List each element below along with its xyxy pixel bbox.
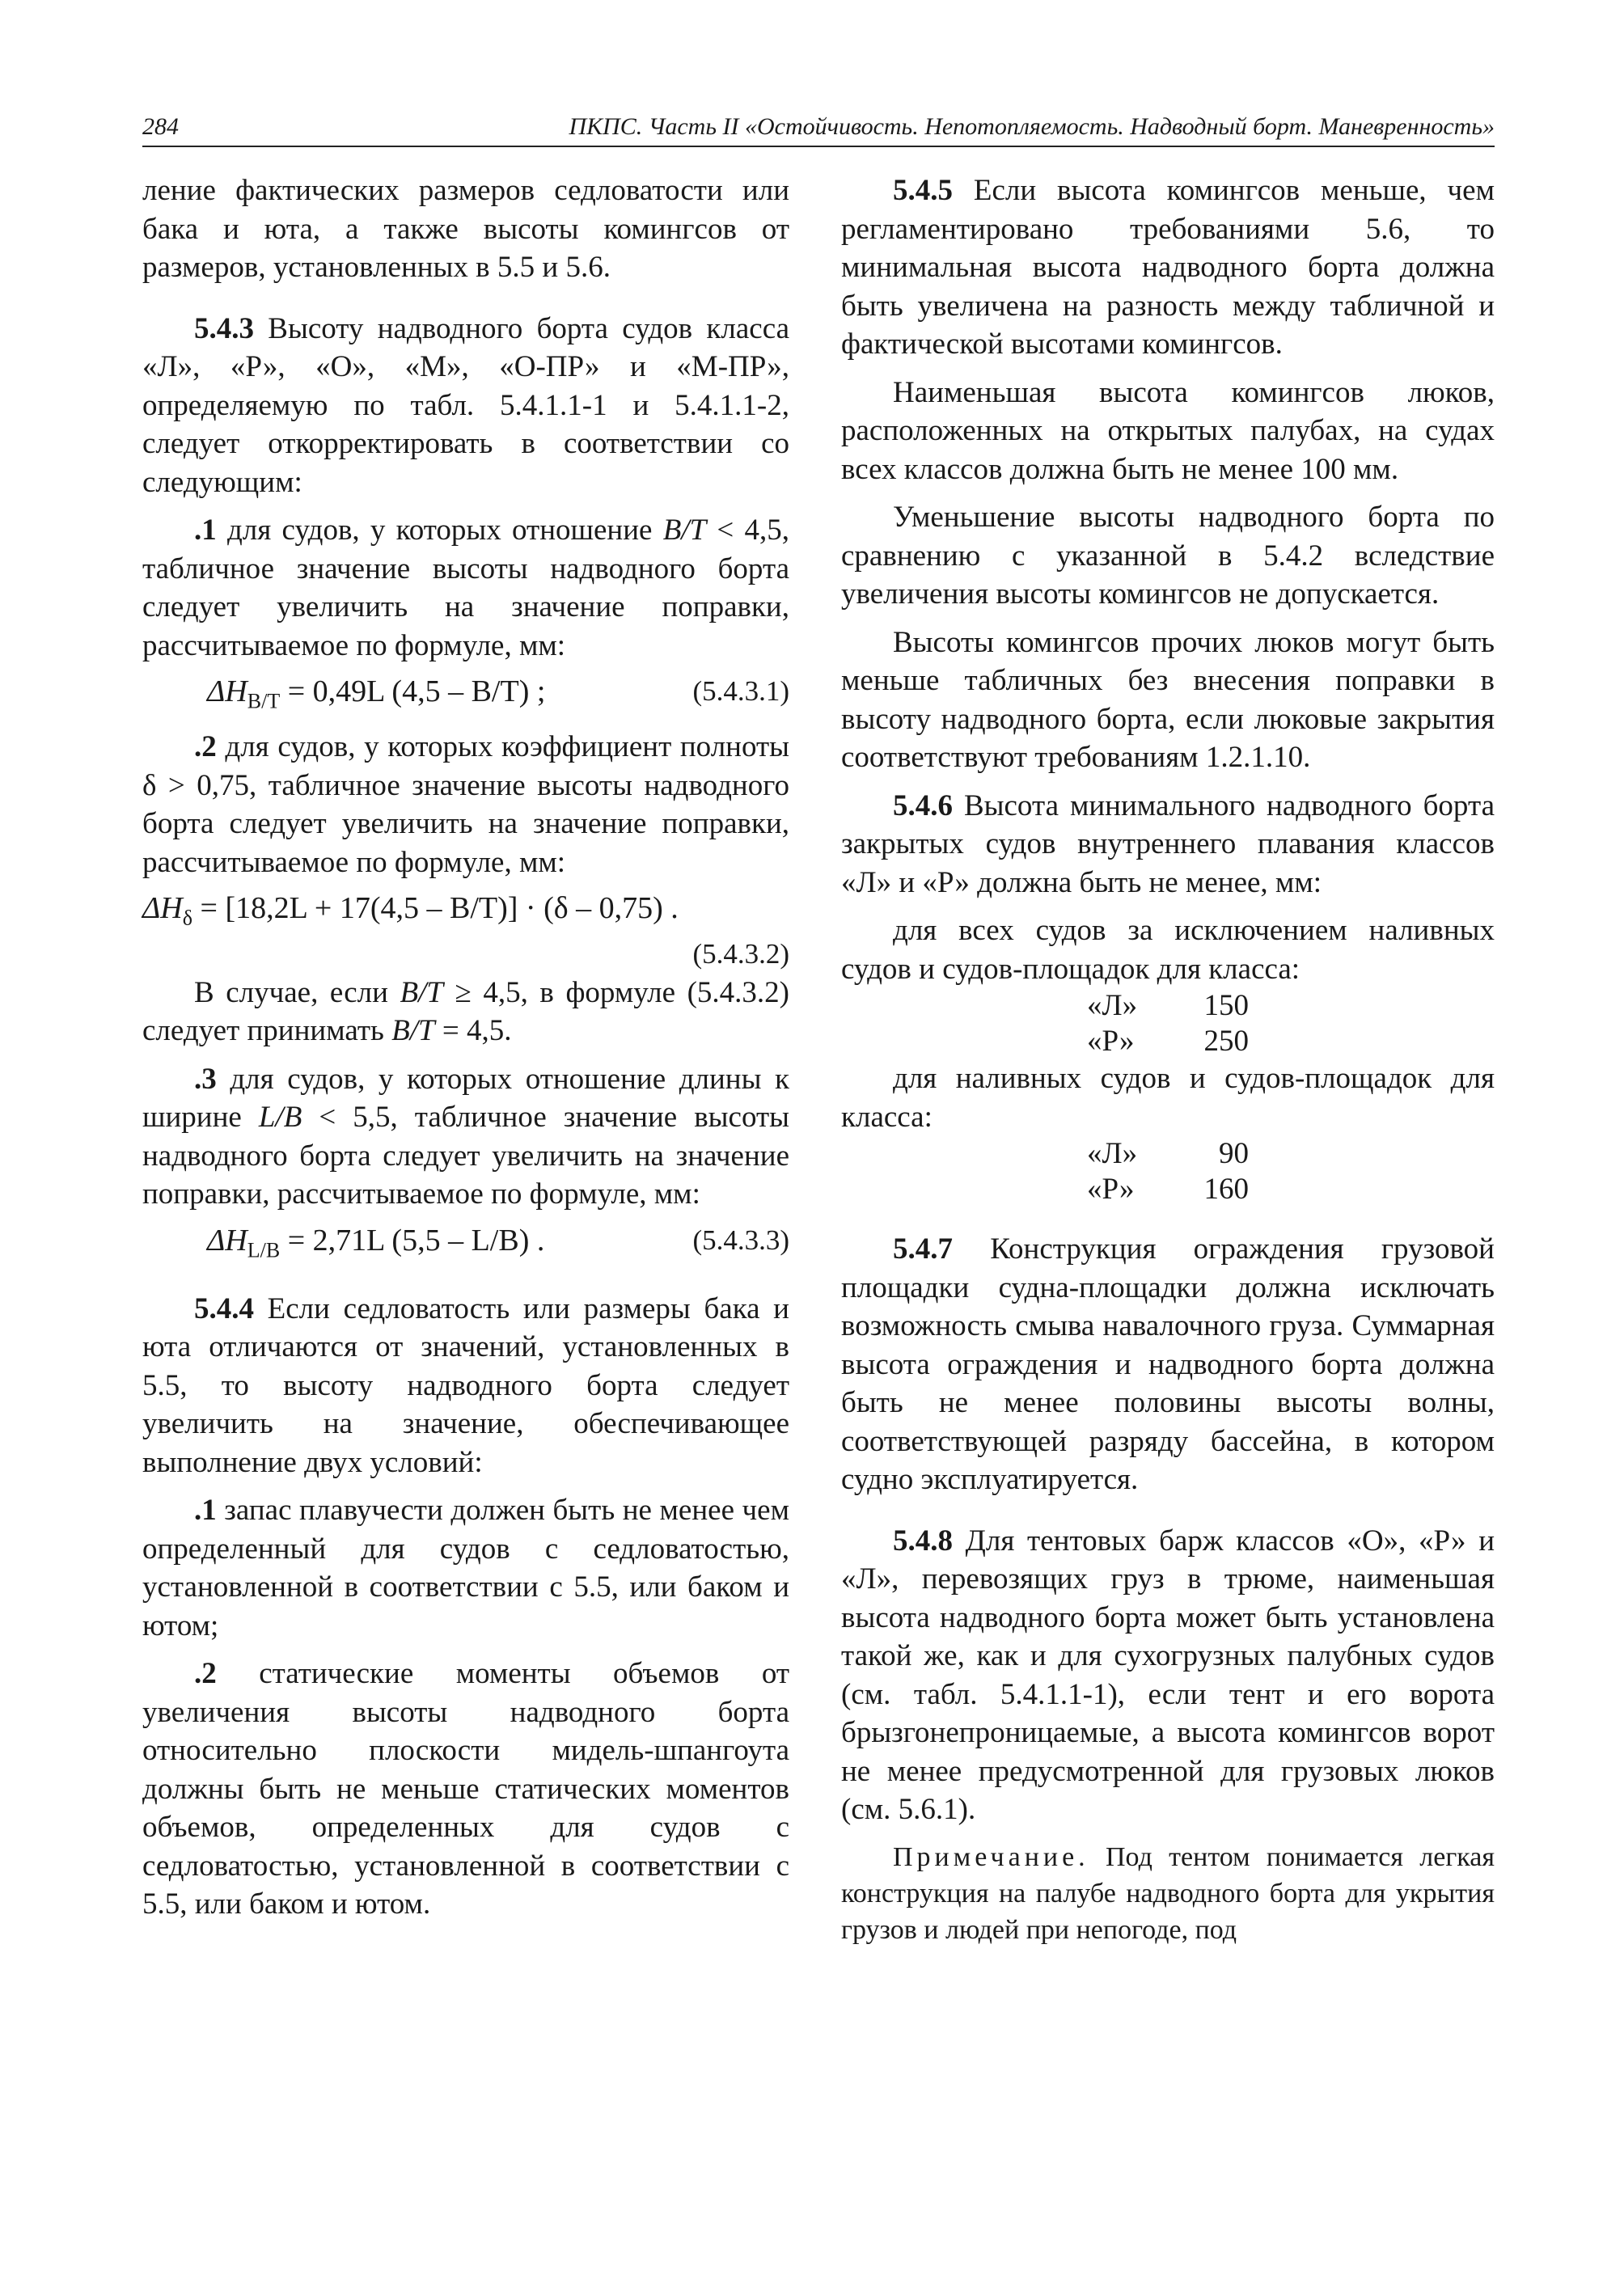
formula-expression: [142, 881, 679, 945]
class-row: [841, 1172, 1495, 1207]
section-number: 5.4.6: [893, 788, 953, 822]
formula-expression: [207, 665, 545, 729]
formula-number: (5.4.3.3): [692, 1224, 789, 1256]
class-row: [841, 988, 1495, 1024]
formula-rhs: = [18,2L + 17(4,5 – B/T)] · (δ – 0,75) .: [192, 891, 679, 925]
formula-expression: [207, 1214, 544, 1278]
section-text: Конструкция ограждения грузовой площадки судна-площадки должна исключать возможность смыва навалочного груза. Суммарная высота ограждения и надводного борта должна быть не менее половины высоты волны, соответствующей разряду бассейна, в котором судно эксплуатируется.: [841, 1232, 1495, 1496]
section-text: Высоту надводного борта судов класса «Л», «Р», «О», «М», «О-ПР» и «М-ПР», определяемую по табл. 5.4.1.1-1 и 5.4.1.1-2, следует откорректировать в соответствии со следующим:: [142, 311, 789, 499]
formula-rhs: = 0,49L (4,5 – B/T) ;: [280, 674, 546, 708]
item-number: .1: [194, 514, 217, 547]
paragraph-other-hatches: Высоты комингсов прочих люков могут быть меньше табличных без внесения поправки в высоту надводного борта, если люковые закрытия соответствуют требованиям 1.2.1.10.: [841, 625, 1495, 774]
section-number: 5.4.8: [893, 1524, 953, 1558]
section-number: 5.4.4: [194, 1291, 254, 1325]
item-2: [142, 728, 789, 881]
class-value: 90: [1219, 1137, 1249, 1170]
formula-subscript: B/T: [247, 689, 281, 713]
class-label: «Л»: [1087, 989, 1138, 1022]
formula-lhs: ΔH: [207, 1223, 247, 1258]
section-number: 5.4.3: [194, 311, 254, 345]
note-paragraph: [841, 1839, 1495, 1948]
section-5-4-6: [841, 787, 1495, 902]
item-number: .2: [194, 730, 217, 763]
item-text: < 4,5, табличное значение высоты надводного борта следует увеличить на значение поправки, рассчитываемое по формуле, мм:: [142, 514, 789, 662]
section-5-4-7: [841, 1230, 1495, 1499]
class-value: 160: [1203, 1173, 1249, 1206]
page-number: 284: [142, 113, 179, 140]
item-text: запас плавучести должен быть не менее чем определенный для судов с седловатостью, установленной в соответствии с 5.5, или баком и ютом;: [142, 1494, 789, 1642]
section-text: Если высота комингсов меньше, чем регламентировано требованиями 5.6, то минимальная высота надводного борта должна быть увеличена на разность между табличной и фактической высотами комингсов.: [841, 174, 1495, 361]
class-row: [841, 1136, 1495, 1172]
formula-lhs: ΔH: [142, 891, 183, 925]
section-text: Для тентовых барж классов «О», «Р» и «Л», перевозящих груз в трюме, наименьшая высота надводного борта может быть установлена такой же, как и для сухогрузных палубных судов (см. табл. 5.4.1.1-1), если тент и его ворота брызгонепроницаемые, а высота комингсов ворот не менее предусмотренной для грузовых люков (см. 5.6.1).: [841, 1524, 1495, 1826]
paragraph-reduction: Уменьшение высоты надводного борта по сравнению с указанной в 5.4.2 вследствие увеличения высоты комингсов не допускается.: [841, 501, 1495, 611]
ratio-symbol: L/B: [258, 1101, 302, 1134]
formula-subscript: δ: [182, 906, 193, 930]
header-title: ПКПС. Часть II «Остойчивость. Непотопляемость. Надводный борт. Маневренность»: [569, 113, 1495, 140]
item-text: < 5,5, табличное значение высоты надводного борта следует увеличить на значение поправки, рассчитываемое по формуле, мм:: [142, 1101, 789, 1211]
item-number: .2: [194, 1657, 217, 1690]
section-5-4-4: [142, 1290, 789, 1482]
section-text: Высота минимального надводного борта закрытых судов внутреннего плавания классов «Л» и «Р» должна быть не менее, мм:: [841, 788, 1495, 899]
all-ships-paragraph: для всех судов за исключением наливных судов и судов-площадок для класса:: [841, 914, 1495, 986]
case-text: В случае, если: [194, 975, 400, 1009]
left-column: [142, 171, 789, 1924]
section-number: 5.4.7: [893, 1232, 953, 1266]
case-paragraph: [142, 974, 789, 1050]
class-value: 150: [1203, 989, 1249, 1022]
case-text: = 4,5.: [434, 1014, 512, 1047]
tank-ships-paragraph: для наливных судов и судов-площадок для класса:: [841, 1062, 1495, 1134]
section-5-4-3: [142, 310, 789, 502]
section-number: 5.4.5: [893, 174, 953, 207]
case-text: ≥ 4,5, в формуле (5.4.3.2) следует принимать: [142, 975, 789, 1047]
formula-subscript: L/B: [247, 1238, 281, 1262]
item-number: .3: [194, 1062, 217, 1096]
condition-2: [142, 1655, 789, 1924]
item-1: [142, 511, 789, 665]
note-text: Под тентом понимается легкая конструкция на палубе надводного борта для укрытия грузов и людей при непогоде, под: [841, 1841, 1495, 1945]
class-label: «Р»: [1087, 1025, 1135, 1058]
running-header: [142, 110, 1495, 147]
condition-1: [142, 1491, 789, 1645]
item-text: для судов, у которых коэффициент полноты δ > 0,75, табличное значение высоты надводного борта следует увеличить на значение поправки, рассчитываемое по формуле, мм:: [142, 730, 789, 879]
formula-number: (5.4.3.1): [692, 675, 789, 707]
item-text: для судов, у которых отношение: [216, 514, 663, 547]
class-label: «Л»: [1087, 1137, 1138, 1170]
class-row: [841, 1024, 1495, 1059]
formula-lhs: ΔH: [207, 674, 247, 708]
formula-rhs: = 2,71L (5,5 – L/B) .: [280, 1223, 545, 1258]
class-table-2: [841, 1136, 1495, 1207]
ratio-symbol: B/T: [400, 975, 443, 1009]
formula-5-4-3-3: [142, 1214, 789, 1267]
formula-5-4-3-1: [142, 665, 789, 718]
class-value: 250: [1203, 1025, 1249, 1058]
paragraph-min-coaming: Наименьшая высота комингсов люков, расположенных на открытых палубах, на судах всех классов должна быть не менее 100 мм.: [841, 375, 1495, 486]
section-text: Если седловатость или размеры бака и юта отличаются от значений, установленных в 5.5, то высоту надводного борта следует увеличить на значение, обеспечивающее выполнение двух условий:: [142, 1291, 789, 1479]
ratio-symbol: B/T: [662, 514, 707, 547]
class-label: «Р»: [1087, 1173, 1135, 1206]
item-text: для судов, у которых отношение длины к ширине: [142, 1062, 789, 1134]
item-text: статические моменты объемов от увеличения высоты надводного борта относительно плоскости мидель-шпангоута должны быть не меньше статических моментов объемов, определенных для судов с седловатостью, установленной в соответствии с 5.5, или баком и ютом.: [142, 1657, 789, 1921]
section-5-4-5: [841, 171, 1495, 364]
section-5-4-8: [841, 1522, 1495, 1829]
paragraph-continued: ление фактических размеров седловатости или бака и юта, а также высоты комингсов от размеров, установленных в 5.5 и 5.6.: [142, 174, 789, 284]
item-3: [142, 1060, 789, 1214]
class-table-1: [841, 988, 1495, 1059]
formula-5-4-3-2: [142, 881, 789, 935]
formula-number: (5.4.3.2): [692, 938, 789, 970]
note-label: Примечание.: [893, 1841, 1089, 1872]
right-column: [841, 171, 1495, 1948]
item-number: .1: [194, 1494, 217, 1527]
ratio-symbol: B/T: [391, 1014, 435, 1047]
